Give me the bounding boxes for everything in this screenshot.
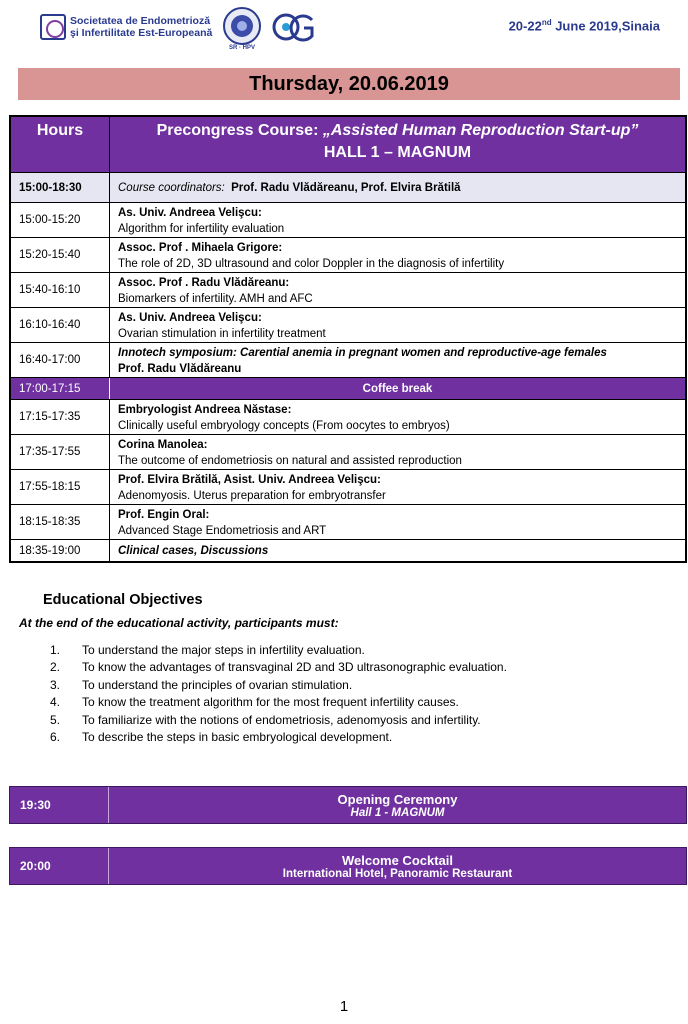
hpv-society-seal-icon [220,6,264,50]
table-row [11,237,685,272]
event-time: 19:30 [10,787,109,823]
row-time: 18:15-18:35 [11,505,110,539]
table-row [11,504,685,539]
list-item: 2. To know the advantages of transvaginal 2D and 3D ultrasonographic evaluation. [50,660,507,675]
row-time: 17:35-17:55 [11,435,110,469]
row-time: 15:00-15:20 [11,203,110,237]
row-time: 17:15-17:35 [11,400,110,434]
topic: The outcome of endometriosis on natural and assisted reproduction [118,455,462,467]
discussion-label: Clinical cases, Discussions [118,544,269,557]
hall-name: HALL 1 – MAGNUM [323,144,472,161]
table-row [11,272,685,307]
row-time: 17:00-17:15 [11,378,110,399]
table-row [11,399,685,434]
event-dates: 20-22nd June 2019,Sinaia [508,18,660,34]
table-row [11,202,685,237]
row-time: 16:10-16:40 [11,308,110,342]
coordinators-row: 15:00-18:30 Course coordinators: Prof. Radu Vlădăreanu, Prof. Elvira Brătilă [11,172,685,202]
speaker: Prof. Engin Oral: [118,509,210,521]
table-row [11,434,685,469]
row-time: 15:00-18:30 [11,173,110,202]
speaker: As. Univ. Andreea Velişcu: [118,312,262,324]
speaker: Corina Manolea: [118,439,208,451]
page-header [0,0,688,60]
course-header: Precongress Course: „Assisted Human Reproduction Start-up” HALL 1 – MAGNUM [110,117,685,172]
break-label: Coffee break [362,382,433,395]
speaker: Assoc. Prof . Mihaela Grigore: [118,242,283,254]
list-item: 4. To know the treatment algorithm for the most frequent infertility causes. [50,695,459,710]
event-title: Welcome Cocktail [341,852,454,868]
row-time: 16:40-17:00 [11,343,110,377]
objectives-intro: At the end of the educational activity, participants must: [19,616,339,630]
list-item: 1. To understand the major steps in infertility evaluation. [50,642,365,657]
speaker: Prof. Elvira Brătilă, Asist. Univ. Andreea Velişcu: [118,474,381,486]
topic: Clinically useful embryology concepts (From oocytes to embryos) [118,420,450,432]
table-row [11,469,685,504]
og-logo-icon [272,10,314,44]
objectives-title: Educational Objectives [43,592,203,608]
society-name-line1: Societatea de Endometrioză [70,15,211,27]
topic: Ovarian stimulation in infertility treatment [118,328,326,340]
symposium-title: Innotech symposium: Carential anemia in pregnant women and reproductive-age females [118,347,607,359]
table-row [11,307,685,342]
svg-text:SR · HPV: SR · HPV [228,45,256,50]
topic: Biomarkers of infertility. AMH and AFC [118,293,313,305]
speaker: Prof. Radu Vlădăreanu [118,363,242,375]
topic: The role of 2D, 3D ultrasound and color Doppler in the diagnosis of infertility [118,258,505,270]
society-logo-icon [40,14,66,40]
list-item: 6. To describe the steps in basic embryological development. [50,730,393,745]
page-number: 1 [339,998,349,1015]
speaker: As. Univ. Andreea Velişcu: [118,207,262,219]
list-item: 5. To familiarize with the notions of endometriosis, adenomyosis and infertility. [50,712,481,727]
row-time: 15:40-16:10 [11,273,110,307]
event-title: Opening Ceremony [337,791,458,807]
list-item: 3. To understand the principles of ovarian stimulation. [50,677,353,692]
coffee-break-row [11,377,685,399]
speaker: Embryologist Andreea Năstase: [118,404,292,416]
event-location: Hall 1 - MAGNUM [350,806,445,819]
society-logo [40,10,230,44]
event-time: 20:00 [10,848,109,884]
event-location: International Hotel, Panoramic Restaurant [282,867,513,880]
row-time: 17:55-18:15 [11,470,110,504]
table-header-row [11,117,685,172]
society-name [70,15,212,39]
row-time: 18:35-19:00 [11,540,110,561]
topic: Advanced Stage Endometriosis and ART [118,525,327,537]
objectives-list [50,641,650,746]
society-name-line2: şi Infertilitate Est-Europeană [70,27,213,39]
speaker: Assoc. Prof . Radu Vlădăreanu: [118,277,290,289]
day-title: Thursday, 20.06.2019 [18,68,680,100]
row-time: 15:20-15:40 [11,238,110,272]
opening-ceremony-bar [9,786,687,824]
schedule-table [9,115,687,563]
topic: Algorithm for infertility evaluation [118,223,285,235]
welcome-cocktail-bar [9,847,687,885]
hours-header: Hours [11,117,110,172]
topic: Adenomyosis. Uterus preparation for embryotransfer [118,490,386,502]
discussions-row [11,539,685,561]
table-row [11,342,685,377]
